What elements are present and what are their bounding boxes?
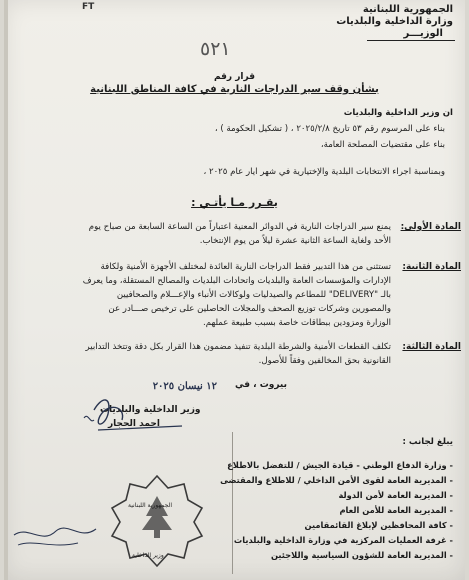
article-2-label: المادة الثانية: — [402, 262, 461, 272]
stamp-text-top: الجمهورية اللبنانية — [128, 502, 173, 509]
signature-role: وزير الداخلية والبلديات — [100, 405, 201, 415]
decides-heading: يقـرر مـا يأتـي : — [191, 196, 278, 209]
article-2-line: الإدارات والمؤسسات العامة والبلديات واتحادات البلديات والمصالح المستقلة، وما يعرف — [82, 276, 391, 286]
signature-city: بيروت ، في — [235, 380, 287, 390]
article-1-line: يمنع سير الدراجات النارية في الدوائر المعنية اعتباراً من الساعة السابعة من صباح يوم — [88, 222, 391, 232]
distribution-header: يبلغ لجانب : — [402, 437, 453, 447]
signature-name: احمد الحجار — [108, 419, 160, 429]
issuer-line: ان وزير الداخلية والبلديات — [343, 108, 453, 118]
decision-label: قرار رقم — [213, 72, 256, 82]
stamp-text-bottom: وزير الداخلية — [132, 552, 164, 559]
article-3-label: المادة الثالثة: — [402, 342, 461, 352]
handwritten-signature — [64, 388, 204, 448]
document-page — [4, 0, 465, 580]
preamble-line: بناء على المرسوم رقم ٥٣ تاريخ ٢٠٢٥/٢/٨ ، ( تشكيل الحكومة ) ، — [214, 124, 445, 134]
header-minister: الوزيـــر — [403, 28, 443, 39]
preamble-line: بناء على مقتضيات المصلحة العامة، — [320, 140, 445, 150]
article-2-line: بالـ "DELIVERY" للمطاعم والصيدليات ولوكالات الأنباء والإعـــلام والصحافيين — [116, 290, 391, 300]
distribution-item: - غرفة العمليات المركزية في وزارة الداخلية والبلديات — [233, 535, 453, 545]
distribution-item: - المديرية العامة لقوى الأمن الداخلي / للاطلاع والمقتضى — [220, 475, 453, 485]
handwritten-margin-note — [8, 515, 102, 555]
decision-subject: بشأن وقف سير الدراجات النارية في كافة المناطق اللبنانية — [90, 84, 379, 95]
article-2-line: تستثنى من هذا التدبير فقط الدراجات النارية العائدة لمختلف الأجهزة الأمنية ولكافة — [100, 262, 391, 272]
header-ministry: وزارة الداخلية والبلديات — [336, 16, 453, 27]
article-1-label: المادة الأولى: — [400, 222, 461, 232]
article-1-line: الأحد ولغاية الساعة الثانية عشرة ليلاً من يوم الإنتخاب. — [199, 236, 391, 246]
header-underline — [367, 40, 455, 41]
article-3-line: القانونية بحق المخالفين وفقاً للأصول. — [258, 356, 391, 366]
fax-mark: FT — [82, 2, 95, 12]
distribution-item: - كافة المحافظين لإبلاغ القائمقامين — [304, 520, 453, 530]
distribution-item: - المديرية العامة للشؤون السياسية واللاجئين — [270, 550, 453, 560]
signature-date: ١٢ نيسان ٢٠٢٥ — [152, 381, 217, 392]
article-2-line: والمصورين وشركات توزيع الصحف والمجلات الحاصلين على ترخيص صـــادر عن — [108, 304, 391, 314]
article-2-line: الوزارة ومزودين ببطاقات خاصة بسبب طبيعة عملهم. — [203, 318, 391, 328]
header-republic: الجمهورية اللبنانية — [362, 4, 453, 15]
distribution-item: - وزارة الدفاع الوطني - قيادة الجيش / للتفضل بالاطلاع — [227, 460, 453, 470]
decision-number: ٥٢١ — [200, 38, 231, 60]
preamble-line: وبمناسبة اجراء الانتخابات البلدية والإختيارية في شهر ايار عام ٢٠٢٥ ، — [203, 167, 445, 177]
article-3-line: تكلف القطعات الأمنية والشرطة البلدية تنفيذ مضمون هذا القرار بكل دقة وتتخذ التدابير — [85, 342, 391, 352]
distribution-item: - المديرية العامة للأمن العام — [339, 505, 453, 515]
distribution-item: - المديرية العامة لأمن الدولة — [338, 490, 453, 500]
